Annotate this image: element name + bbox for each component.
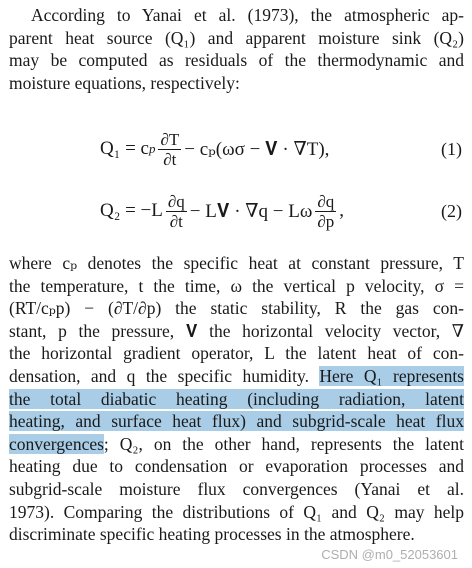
equation-2 (0, 186, 472, 236)
highlighted-text[interactable]: Here Q₁ represents (319, 365, 464, 386)
eq1-frac-num: ∂T (160, 129, 180, 149)
highlighted-text[interactable]: heating, and surface heat flux) and subgrid-scale heat flux (9, 411, 464, 432)
text-line: where cₚ denotes the specific heat at constant pressure, T (9, 253, 464, 273)
text-line: 1973). Comparing the distributions of Q₁ and Q₂ may help (9, 501, 464, 522)
text-line: subgrid-scale moisture flux convergences (Yanai et al. (9, 478, 464, 499)
highlighted-line (9, 410, 464, 433)
highlighted-text[interactable]: the total diabatic heating (including radiation, latent (9, 388, 464, 409)
text-line: may be computed as residuals of the thermodynamic and (9, 50, 464, 71)
text-line: discriminate specific heating processes in the atmosphere. (9, 524, 415, 545)
eq2-fraction-1 (166, 192, 187, 231)
eq2-frac2-num: ∂q (317, 191, 335, 211)
eq2-mid: − L𝐕 · ∇q − Lω (189, 200, 313, 222)
eq2-fraction-2 (315, 192, 336, 231)
text-segment: densation, and q the specific humidity. (9, 365, 320, 386)
text-line: the temperature, t the time, ω the vertical p velocity, σ = (9, 275, 464, 296)
watermark: CSDN @m0_52053601 (321, 547, 458, 562)
equation-2-number: (2) (441, 201, 462, 221)
eq2-frac1-den: ∂t (169, 211, 183, 231)
text-segment: ; Q₂, on the other hand, represents the latent (103, 433, 464, 454)
eq2-frac2-den: ∂p (317, 211, 335, 231)
text-line: (RT/cₚp) − (∂T/∂p) the static stability, R the gas con- (9, 298, 464, 319)
eq2-frac1-num: ∂q (167, 191, 185, 211)
highlighted-text[interactable]: convergences (9, 433, 104, 454)
eq1-lhs-sub: p (149, 141, 156, 156)
eq1-lhs: Q₁ = c (100, 138, 149, 159)
definitions-paragraph (9, 252, 464, 546)
eq1-frac-den: ∂t (163, 149, 177, 169)
eq2-end: , (339, 200, 345, 221)
equation-1 (0, 124, 472, 174)
equation-2-body (100, 186, 344, 236)
intro-paragraph (9, 4, 464, 94)
eq1-fraction (158, 130, 181, 169)
text-line-mixed (9, 433, 464, 456)
eq2-lhs: Q₂ = −L (100, 200, 163, 221)
equation-1-number: (1) (441, 139, 462, 159)
highlighted-line (9, 388, 464, 411)
text-line: the horizontal gradient operator, L the latent heat of con- (9, 343, 464, 364)
text-line: According to Yanai et al. (1973), the atmospheric ap- (31, 5, 464, 25)
equation-1-body (100, 124, 329, 174)
text-line: heating due to condensation or evaporation processes and (9, 456, 464, 477)
text-line: parent heat source (Q₁) and apparent moisture sink (Q₂) (9, 27, 464, 48)
text-line-mixed (9, 365, 464, 388)
eq1-rhs: − cₚ(ωσ − 𝐕 · ∇T), (184, 138, 330, 160)
text-line: stant, p the pressure, 𝐕 the horizontal velocity vector, ∇ (9, 320, 464, 341)
text-line: moisture equations, respectively: (9, 72, 240, 93)
